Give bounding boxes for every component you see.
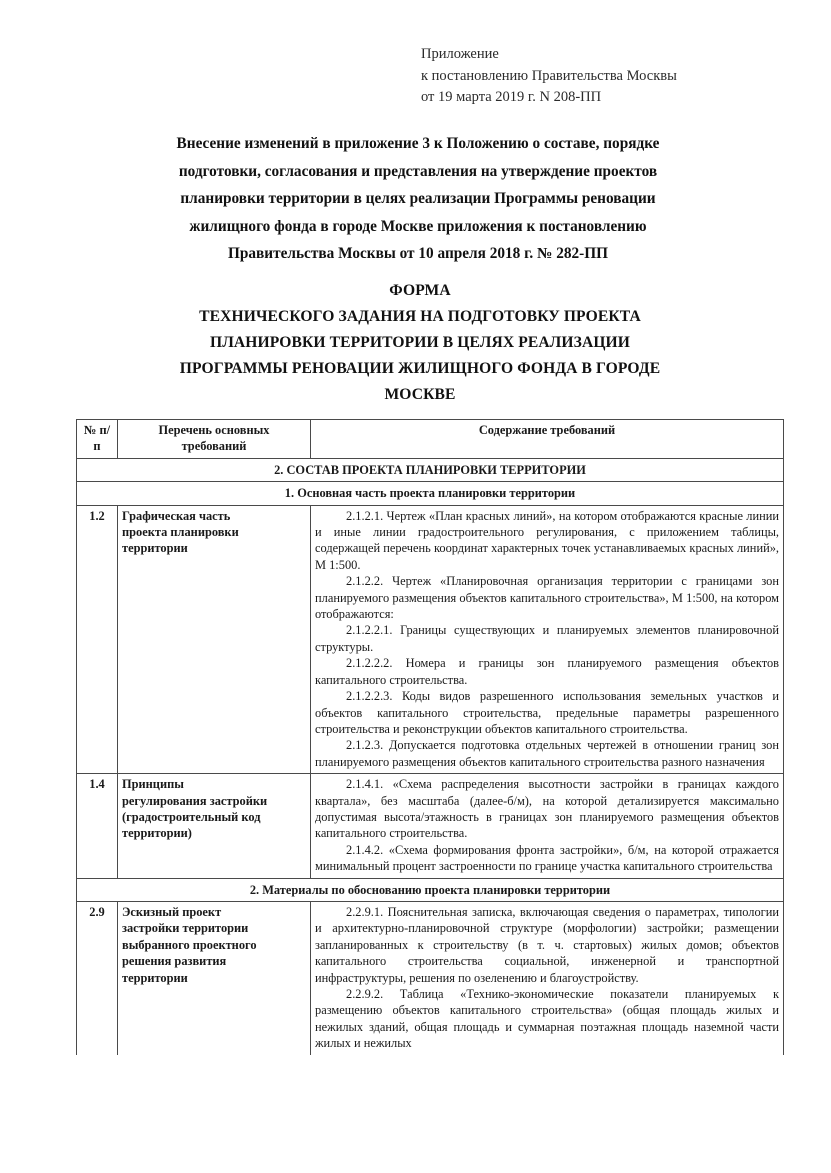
amendment-heading-line-2: подготовки, согласования и представления на утверждение проектов [178,162,658,180]
row-content-1-4 [311,774,784,878]
row-requirement-2-9-line-5: территории [122,970,188,985]
reference-line-decree: к постановлению Правительства Москвы [421,67,677,84]
amendment-heading [118,130,718,268]
row-requirement-1-2-line-2: проекта планировки [122,525,239,540]
appendix-reference-block [421,44,801,109]
row-requirement-1-4-line-1: Принципы [122,777,184,792]
table-header-requirements-line-2: требований [181,439,247,454]
table-row [77,901,784,1054]
row-requirement-2-9 [118,901,311,1054]
clause-2-1-4-1: 2.1.4.1. «Схема распределения высотности застройки в границах каждого квартала», без масштаба (далее-б/м), на которой детализируется максимально допустимая высота/этажность в границах зон планируемого размещения объектов капитального строительства. [315,777,779,841]
table-header-row [77,420,784,459]
clause-2-1-2-2-2: 2.1.2.2.2. Номера и границы зон планируемого размещения объектов капитального строительства. [315,656,779,687]
amendment-heading-line-5: Правительства Москвы от 10 апреля 2018 г. № 282-ПП [227,245,609,262]
row-requirement-2-9-line-1: Эскизный проект [122,904,222,919]
row-requirement-1-4 [118,774,311,878]
table-row [77,505,784,774]
reference-line-appendix: Приложение [421,46,499,62]
table-header-content: Содержание требований [311,420,784,459]
table-header-requirements-line-1: Перечень основных [158,423,270,437]
clause-2-1-2-2-3: 2.1.2.2.3. Коды видов разрешенного использования земельных участков и объектов капитального строительства, предельные параметры разрешенного строительства и реконструкции объектов капитального строительства. [315,689,779,736]
clause-2-1-4-2: 2.1.4.2. «Схема формирования фронта застройки», б/м, на которой отражается минимальный процент застроенности по границе участка капитального строительства [315,842,779,874]
amendment-heading-line-3: планировки территории в целях реализации Программы реновации [180,190,656,207]
row-requirement-2-9-line-4: решения развития [122,954,227,969]
table-header-requirements [118,420,311,459]
amendment-heading-line-4: жилищного фонда в городе Москве приложения к постановлению [189,217,647,235]
section-row-minor-1 [77,482,784,505]
form-title-line-4: ПРОГРАММЫ РЕНОВАЦИИ ЖИЛИЩНОГО ФОНДА В ГОРОДЕ [179,360,661,377]
row-requirement-1-2 [118,505,311,774]
section-title-composition: 2. СОСТАВ ПРОЕКТА ПЛАНИРОВКИ ТЕРРИТОРИИ [77,458,784,481]
table-header-num: № п/п [77,420,118,459]
row-number-1-4: 1.4 [77,774,118,878]
clause-2-2-9-2: 2.2.9.2. Таблица «Технико-экономические показатели планируемых к размещению объектов капитального строительства» (общая площадь жилых и нежилых зданий, общая площадь и суммарная поэтажная площадь наземной части жилых и нежилых [315,987,779,1051]
row-requirement-1-2-line-1: Графическая часть [122,508,231,523]
row-requirement-1-4-line-3: (градостроительный код [122,809,261,824]
form-title-line-1: ФОРМА [389,282,451,299]
row-requirement-1-4-line-2: регулирования застройки [122,793,268,808]
form-title-line-3: ПЛАНИРОВКИ ТЕРРИТОРИИ В ЦЕЛЯХ РЕАЛИЗАЦИИ [209,334,631,351]
row-requirement-1-4-line-4: территории) [122,826,192,841]
table-row [77,774,784,878]
clause-2-1-2-2-1: 2.1.2.2.1. Границы существующих и планируемых элементов планировочной структуры. [315,623,779,654]
clause-2-1-2-2: 2.1.2.2. Чертеж «Планировочная организация территории с границами зон планируемого размещения объектов капитального строительства», М 1:500, на котором отображаются: [315,574,779,622]
row-content-2-9 [311,901,784,1054]
section-title-main-part: 1. Основная часть проекта планировки территории [77,482,784,505]
section-row-minor-2 [77,878,784,901]
form-title-line-5: МОСКВЕ [384,386,456,403]
row-requirement-1-2-line-3: территории [122,541,188,556]
section-title-justification-materials: 2. Материалы по обоснованию проекта планировки территории [77,878,784,901]
row-requirement-2-9-line-3: выбранного проектного [122,937,257,952]
clause-2-1-2-3: 2.1.2.3. Допускается подготовка отдельных чертежей в отношении границ зон планируемого размещения объектов капитального строительства разного назначения [315,738,779,769]
form-title [90,278,750,408]
clause-2-1-2-1: 2.1.2.1. Чертеж «План красных линий», на котором отображаются красные линии и иные линии градостроительного регулирования, с приложением таблицы, содержащей перечень координат характерных точек устанавливаемых красных линий», М 1:500. [315,508,779,572]
clause-2-2-9-1: 2.2.9.1. Пояснительная записка, включающая сведения о параметрах, типологии и архитектурно-планировочной структуре (морфологии) застройки; размещении запланированных к строительству (в т. ч. стартовых) жилых домов; объектов капитального строительства социальной, инженерной и транспортной инфраструктуры, решения по озеленению и благоустройству. [315,904,779,985]
row-number-2-9: 2.9 [77,901,118,1054]
reference-line-date-number: от 19 марта 2019 г. N 208-ПП [421,89,602,105]
row-number-1-2: 1.2 [77,505,118,774]
requirements-table [76,419,784,1055]
row-content-1-2 [311,505,784,774]
row-requirement-2-9-line-2: застройки территории [122,921,249,936]
amendment-heading-line-1: Внесение изменений в приложение 3 к Положению о составе, порядке [176,135,660,152]
section-row-major [77,458,784,481]
form-title-line-2: ТЕХНИЧЕСКОГО ЗАДАНИЯ НА ПОДГОТОВКУ ПРОЕКТА [199,308,641,325]
